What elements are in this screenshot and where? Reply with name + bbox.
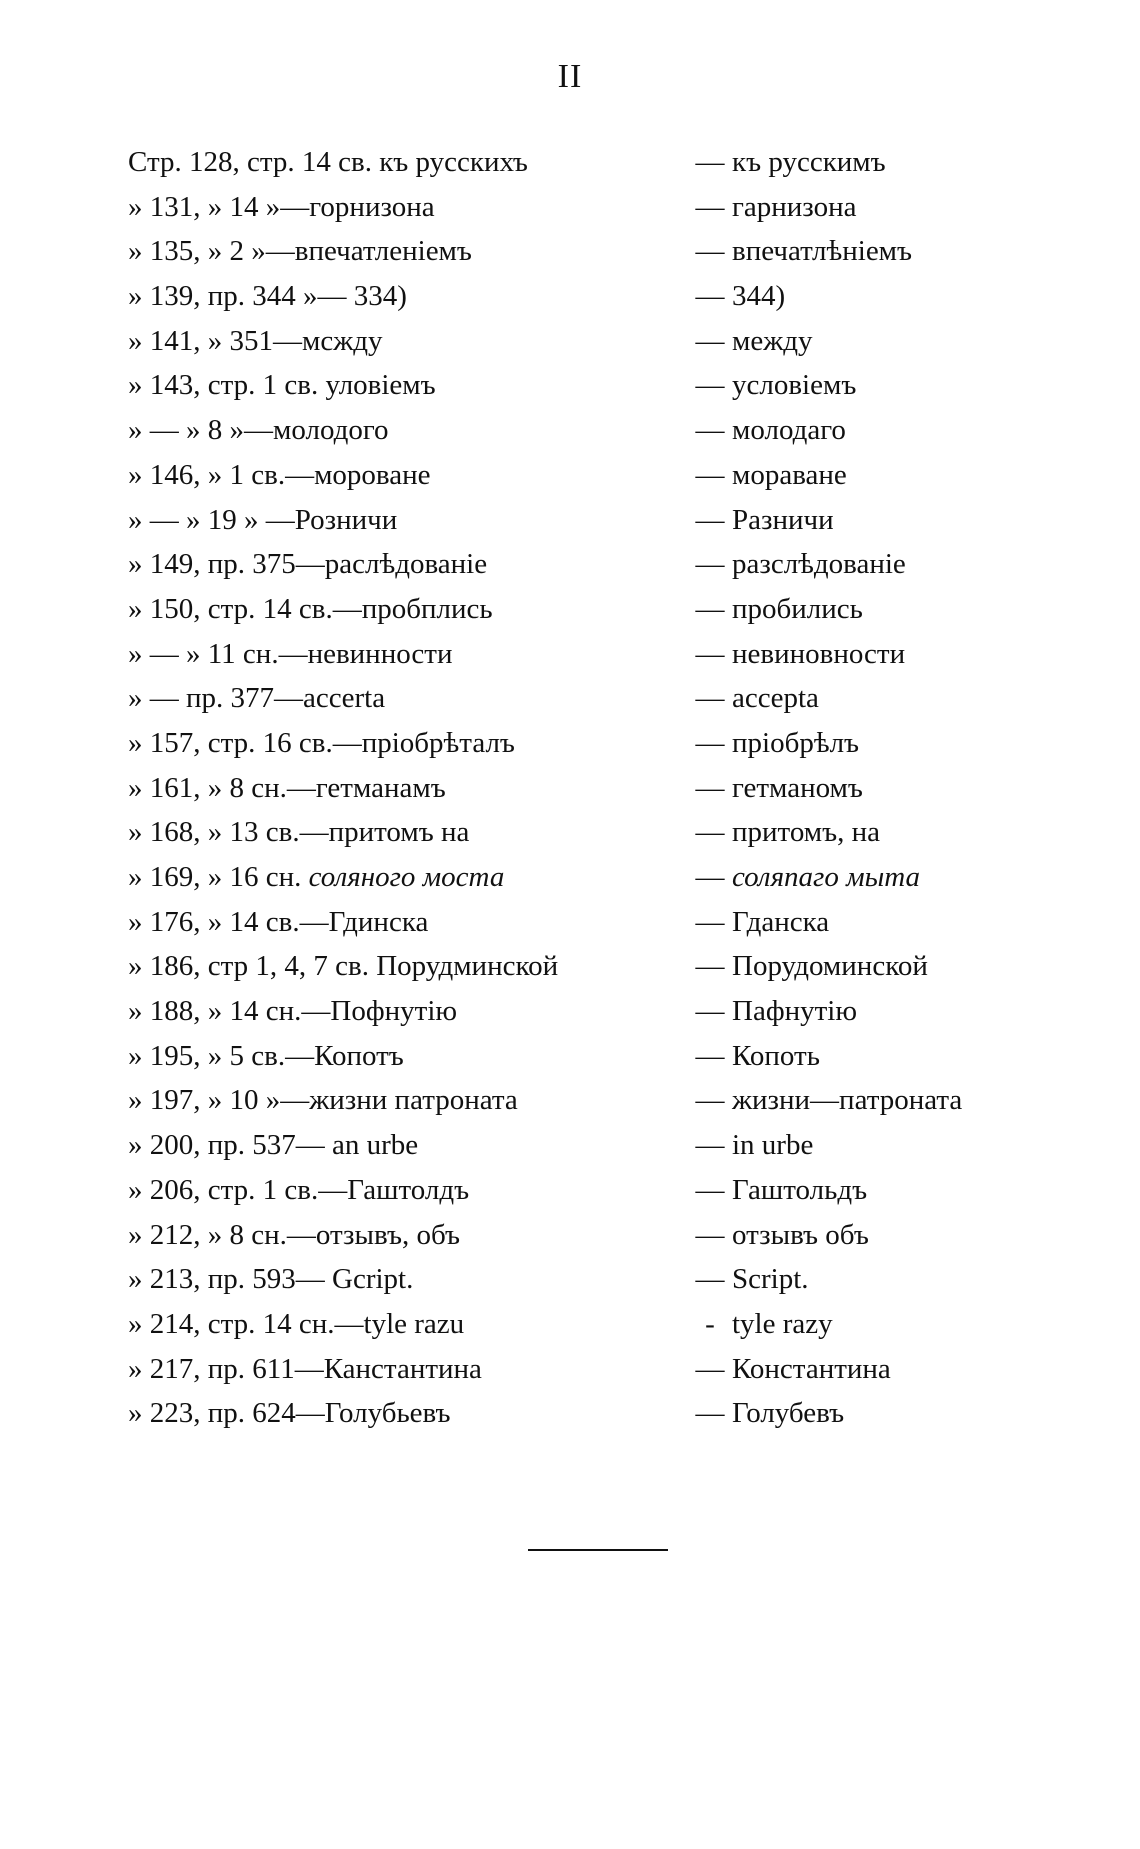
errata-dash: — <box>695 235 725 268</box>
errata-correction: впечатлѣніемъ <box>732 235 913 268</box>
errata-correction: гетманомъ <box>732 771 863 804</box>
errata-row <box>128 587 1028 632</box>
errata-dash: — <box>695 1173 725 1206</box>
errata-correction: соляпаго мыта <box>732 861 921 893</box>
errata-reference: » 169, » 16 сн. соляного моста <box>128 861 505 893</box>
errata-dash: — <box>695 592 725 625</box>
errata-row <box>128 989 1028 1034</box>
errata-row <box>128 363 1028 408</box>
errata-dash: — <box>695 1084 725 1117</box>
errata-correction: пріобрѣлъ <box>732 726 860 759</box>
errata-correction: tyle razy <box>732 1307 833 1340</box>
errata-row <box>128 900 1028 945</box>
errata-row <box>128 1391 1028 1436</box>
errata-dash: — <box>695 1129 725 1162</box>
errata-reference: » 214, стр. 14 сн.—tyle razu <box>128 1307 465 1340</box>
errata-row <box>128 229 1028 274</box>
errata-correction: отзывъ объ <box>732 1218 869 1251</box>
errata-dash: — <box>695 816 725 849</box>
errata-row <box>128 542 1028 587</box>
errata-reference: » 213, пр. 593— Gcript. <box>128 1263 414 1296</box>
errata-correction: разслѣдованіе <box>732 548 906 581</box>
errata-correction: условіемъ <box>732 369 857 402</box>
errata-dash: — <box>695 637 725 670</box>
errata-reference: » 206, стр. 1 св.—Гаштолдъ <box>128 1173 470 1206</box>
errata-reference: » 168, » 13 св.—притомъ на <box>128 816 470 849</box>
errata-row <box>128 498 1028 543</box>
errata-dash: — <box>695 548 725 581</box>
errata-dash: — <box>695 280 725 313</box>
errata-row <box>128 1168 1028 1213</box>
errata-row <box>128 408 1028 453</box>
errata-reference: » 186, стр 1, 4, 7 св. Порудминской <box>128 950 559 983</box>
errata-correction: in urbe <box>732 1129 814 1162</box>
errata-reference: » 188, » 14 сн.—Пофнутію <box>128 995 458 1028</box>
errata-dash: — <box>695 995 725 1028</box>
errata-row <box>128 1123 1028 1168</box>
errata-row <box>128 453 1028 498</box>
errata-correction: невиновности <box>732 637 906 670</box>
errata-reference: » 146, » 1 св.—мороване <box>128 458 431 491</box>
errata-reference: » 223, пр. 624—Голубьевъ <box>128 1397 451 1430</box>
errata-row <box>128 274 1028 319</box>
errata-correction: accepta <box>732 682 819 715</box>
errata-dash: — <box>695 414 725 447</box>
errata-dash: — <box>695 861 725 893</box>
page-number: II <box>557 58 583 95</box>
errata-reference: » — » 19 » —Розничи <box>128 503 398 536</box>
errata-correction: къ русскимъ <box>732 146 886 178</box>
errata-reference: » 135, » 2 »—впечатленіемъ <box>128 235 472 268</box>
errata-dash: — <box>695 503 725 536</box>
errata-row <box>128 1257 1028 1302</box>
errata-list <box>128 140 1028 1436</box>
errata-dash: — <box>695 726 725 759</box>
errata-reference: » 143, стр. 1 св. уловіемъ <box>128 369 436 402</box>
errata-reference: » 217, пр. 611—Канстантина <box>128 1352 482 1385</box>
errata-row <box>128 676 1028 721</box>
errata-row <box>128 319 1028 364</box>
errata-correction: гарнизона <box>732 190 857 223</box>
errata-dash: — <box>695 905 725 938</box>
errata-correction: Копоть <box>732 1039 820 1072</box>
errata-dash: — <box>695 1218 725 1251</box>
errata-reference: » 195, » 5 св.—Копотъ <box>128 1039 404 1072</box>
errata-row <box>128 855 1028 900</box>
errata-row <box>128 766 1028 811</box>
errata-dash: — <box>695 324 725 357</box>
errata-reference: » — » 11 сн.—невинности <box>128 637 453 670</box>
errata-row <box>128 1034 1028 1079</box>
errata-correction: Разничи <box>732 503 834 536</box>
errata-correction: Порудоминской <box>732 950 928 983</box>
errata-dash: — <box>695 458 725 491</box>
errata-correction: Гданска <box>732 905 830 938</box>
errata-dash: — <box>695 771 725 804</box>
errata-correction: Голубевъ <box>732 1397 845 1430</box>
errata-correction: жизни—патроната <box>732 1084 963 1117</box>
errata-reference: » 131, » 14 »—горнизона <box>128 190 435 223</box>
errata-dash: — <box>695 1397 725 1430</box>
errata-row <box>128 721 1028 766</box>
errata-row <box>128 1347 1028 1392</box>
errata-reference: » 212, » 8 сн.—отзывъ, объ <box>128 1218 460 1251</box>
errata-row <box>128 1078 1028 1123</box>
errata-row <box>128 1213 1028 1258</box>
errata-correction: Гаштольдъ <box>732 1173 868 1206</box>
errata-correction: пробились <box>732 592 863 625</box>
errata-dash: — <box>695 146 725 178</box>
errata-row <box>128 185 1028 230</box>
errata-dash: — <box>695 1039 725 1072</box>
errata-reference: » 197, » 10 »—жизни патроната <box>128 1084 518 1117</box>
errata-correction: Пафнутію <box>732 995 858 1028</box>
errata-dash: — <box>695 190 725 223</box>
errata-reference: » — пр. 377—accerta <box>128 682 386 715</box>
errata-row <box>128 810 1028 855</box>
errata-dash: — <box>695 1263 725 1296</box>
errata-correction: притомъ, на <box>732 816 881 849</box>
errata-correction: Константина <box>732 1352 891 1385</box>
errata-correction: Script. <box>732 1263 809 1296</box>
errata-reference: » 176, » 14 св.—Гдинска <box>128 905 429 938</box>
errata-reference: » 150, стр. 14 св.—пробплись <box>128 592 493 625</box>
errata-reference: » 141, » 351—мсжду <box>128 324 383 357</box>
errata-reference: » 139, пр. 344 »— 334) <box>128 280 407 313</box>
closing-rule <box>528 1549 668 1551</box>
errata-correction: молодаго <box>732 414 846 447</box>
errata-correction: между <box>732 324 813 357</box>
errata-correction: мораване <box>732 458 847 491</box>
errata-dash: - <box>705 1307 715 1340</box>
errata-reference: » 157, стр. 16 св.—пріобрѣталъ <box>128 726 515 759</box>
errata-reference: » 161, » 8 сн.—гетманамъ <box>128 771 446 804</box>
errata-reference: Стр. 128, стр. 14 св. къ русскихъ <box>128 146 528 178</box>
errata-row <box>128 1302 1028 1347</box>
errata-correction: 344) <box>732 280 786 313</box>
errata-row <box>128 140 1028 185</box>
errata-row <box>128 632 1028 677</box>
errata-dash: — <box>695 369 725 402</box>
errata-dash: — <box>695 682 725 715</box>
errata-reference: » — » 8 »—молодого <box>128 414 389 447</box>
errata-dash: — <box>695 1352 725 1385</box>
errata-reference-italic: соляного моста <box>308 861 505 893</box>
errata-reference: » 149, пр. 375—раслѣдованіе <box>128 548 488 581</box>
errata-dash: — <box>695 950 725 983</box>
errata-reference: » 200, пр. 537— an urbe <box>128 1129 419 1162</box>
errata-row <box>128 944 1028 989</box>
